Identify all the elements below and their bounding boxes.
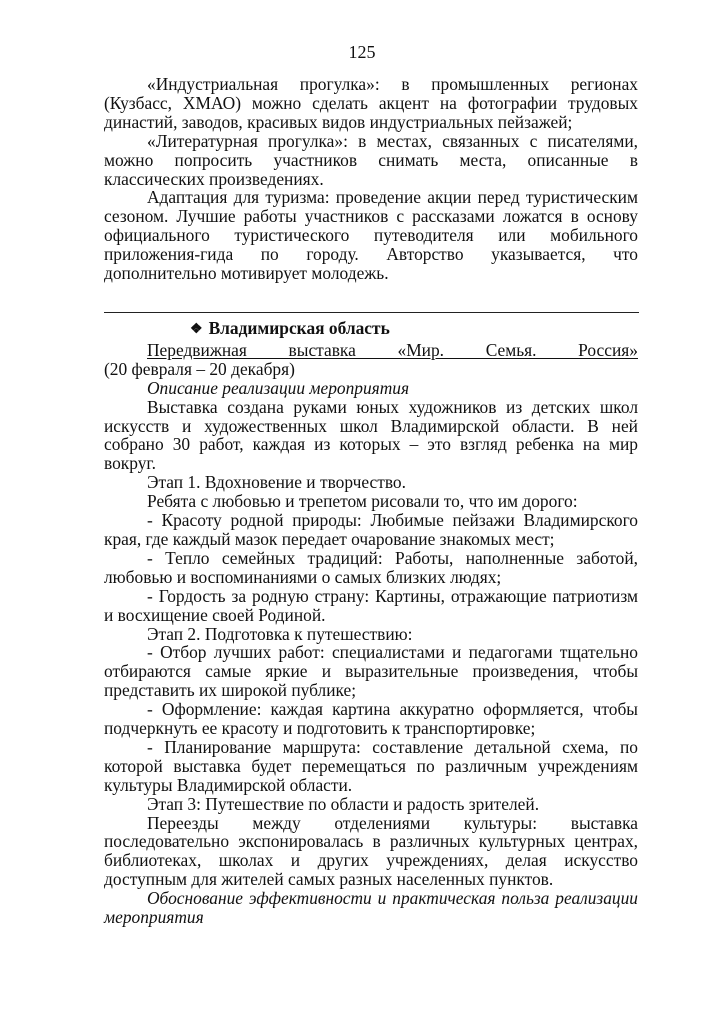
page-number: 125 [348,42,376,62]
stage2-item: - Оформление: каждая картина аккуратно оформляется, чтобы подчеркнуть ее красоту и подготовить к транспортировке; [104,699,638,739]
section-divider [104,312,639,313]
event-title: Передвижная выставка «Мир. Семья. Россия» [147,339,638,360]
region-heading-text: Владимирская область [208,318,390,338]
paragraph-tourism-adaptation: Адаптация для туризма: проведение акции перед туристическим сезоном. Лучшие работы участников с рассказами ложатся в основу официального туристического путеводителя или мобильного приложения-гида по городу. Авторство указывается, что дополнительно мотивирует молодежь. [104,187,638,284]
region-heading [104,319,638,341]
diamond-bullet-icon: ❖ [190,322,203,337]
effectiveness-heading: Обоснование эффективности и практическая польза реализации мероприятия [104,888,638,928]
paragraph-industrial-walk: «Индустриальная прогулка»: в промышленных регионах (Кузбасс, ХМАО) можно сделать акцент на фотографии трудовых династий, заводов, красивых видов индустриальных пейзажей; [104,74,638,132]
exhibition-intro: Выставка создана руками юных художников из детских школ искусств и художественных школ Владимирской области. В ней собрано 30 работ, каждая из которых – это взгляд ребенка на мир вокруг. [104,396,638,474]
paragraph-literary-walk: «Литературная прогулка»: в местах, связанных с писателями, можно попросить участников снимать места, описанные в классических произведениях. [104,130,638,189]
description-heading: Описание реализации мероприятия [147,377,410,398]
vladimir-section [104,319,638,927]
stage2-title: Этап 2. Подготовка к путешествию: [147,623,413,644]
stage1-lead: Ребята с любовью и трепетом рисовали то, что им дорого: [147,491,578,512]
stage1-item: - Гордость за родную страну: Картины, отражающие патриотизм и восхищение своей Родиной. [104,585,638,625]
stage1-item: - Красоту родной природы: Любимые пейзажи Владимирского края, где каждый мазок передает очарование знакомых мест; [104,510,638,549]
stage2-item: - Отбор лучших работ: специалистами и педагогами тщательно отбираются самые яркие и выразительные произведения, чтобы представить их широкой публике; [104,642,638,701]
event-dates: (20 февраля – 20 декабря) [104,358,295,379]
stage1-title: Этап 1. Вдохновение и творчество. [147,472,406,493]
stage2-item: - Планирование маршрута: составление детальной схема, по которой выставка будет перемещаться по различным учреждениям культуры Владимирской области. [104,736,638,795]
top-section [104,75,638,283]
stage3-title: Этап 3: Путешествие по области и радость зрителей. [147,793,540,814]
stage3-text: Переезды между отделениями культуры: выставка последовательно экспонировалась в различных культурных центрах, библиотеках, школах и других учреждениях, делая искусство доступным для жителей самых разных населенных пунктов. [104,812,638,890]
stage1-item: - Тепло семейных традиций: Работы, наполненные заботой, любовью и воспоминаниями о самых близких людях; [104,547,638,587]
